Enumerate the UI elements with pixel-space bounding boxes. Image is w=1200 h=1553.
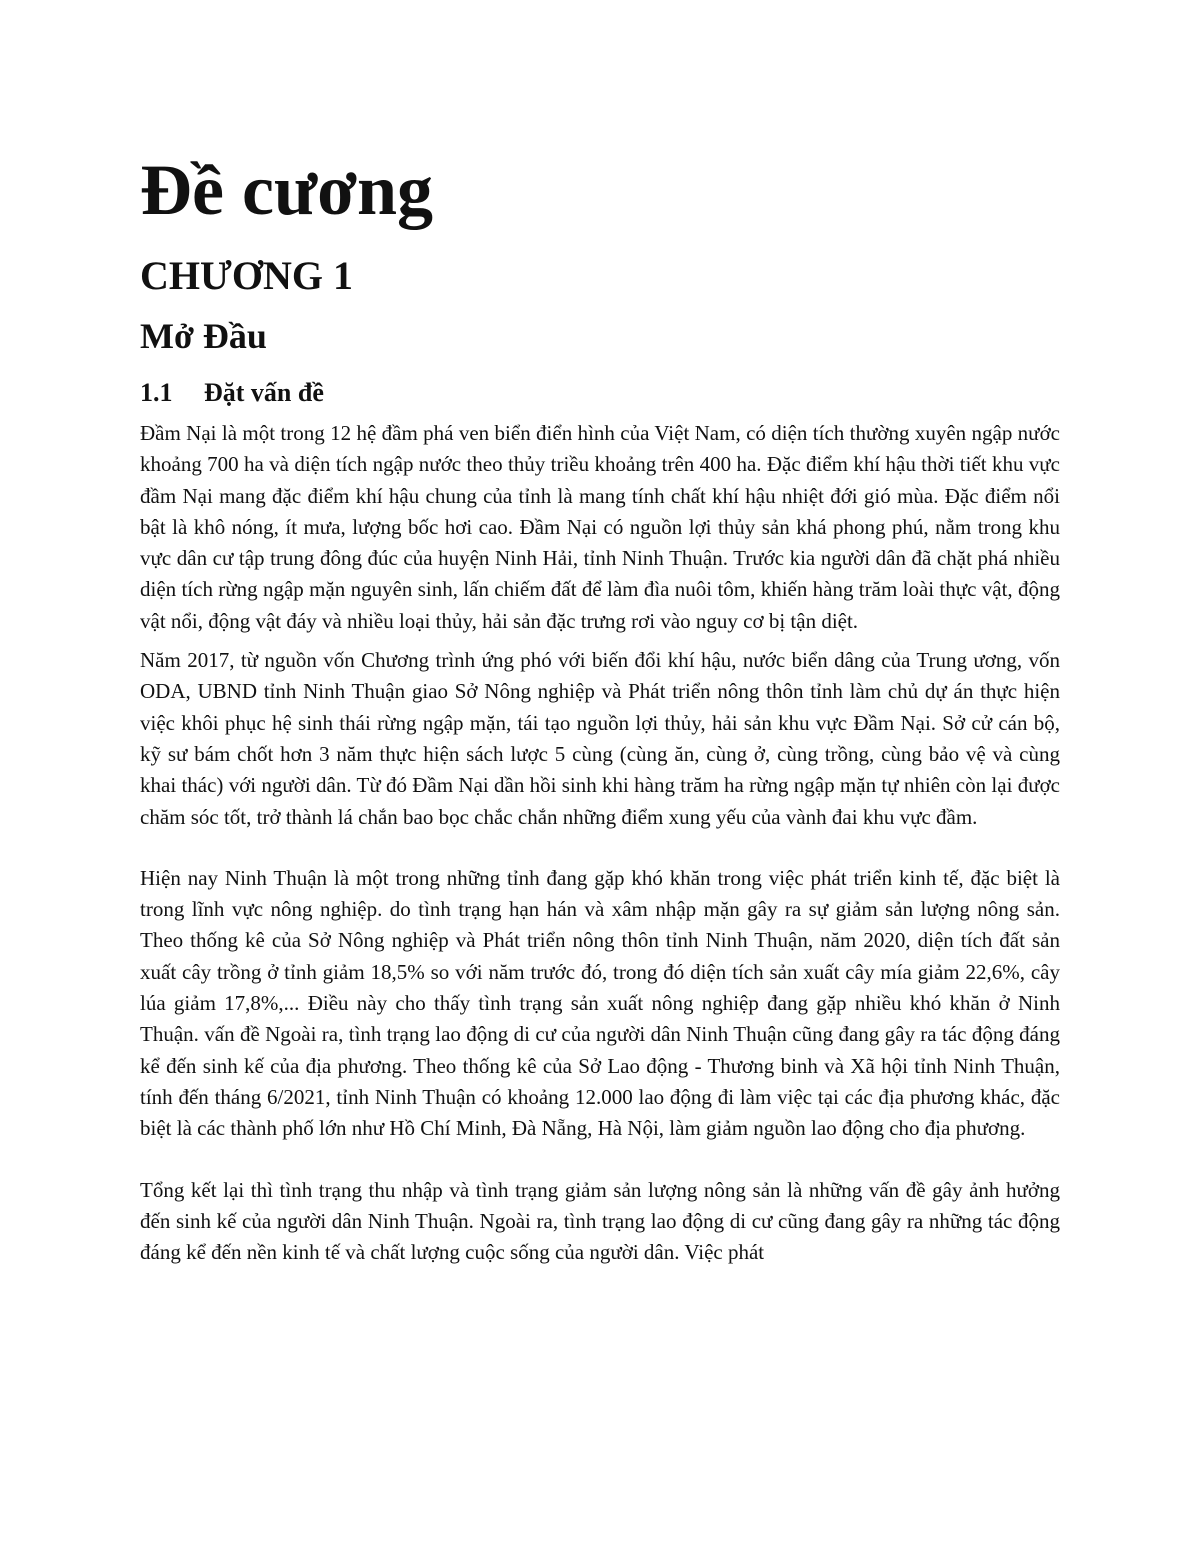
paragraph-4: Tổng kết lại thì tình trạng thu nhập và tình trạng giảm sản lượng nông sản là những vấn đề gây ảnh hưởng đến sinh kế của người dân Ninh Thuận. Ngoài ra, tình trạng lao động di cư cũng đang gây ra những tác động đáng kể đến nền kinh tế và chất lượng cuộc sống của người dân. Việc phát <box>140 1177 1060 1265</box>
chapter-title: CHƯƠNG 1 <box>140 253 353 298</box>
document-content <box>140 150 1060 1268</box>
section-title: Đặt vấn đề <box>204 378 324 407</box>
paragraph-3: Hiện nay Ninh Thuận là một trong những tỉnh đang gặp khó khăn trong việc phát triển kinh tế, đặc biệt là trong lĩnh vực nông nghiệp. do tình trạng hạn hán và xâm nhập mặn gây ra sự giảm sản lượng nông sản. Theo thống kê của Sở Nông nghiệp và Phát triển nông thôn tỉnh Ninh Thuận, năm 2020, diện tích đất sản xuất cây trồng ở tỉnh giảm 18,5% so với năm trước đó, trong đó diện tích sản xuất cây mía giảm 22,6%, cây lúa giảm 17,8%,... Điều này cho thấy tình trạng sản xuất nông nghiệp đang gặp nhiều khó khăn ở Ninh Thuận. vấn đề Ngoài ra, tình trạng lao động di cư của người dân Ninh Thuận cũng đang gây ra tác động đáng kể đến sinh kế của địa phương. Theo thống kê của Sở Lao động - Thương binh và Xã hội tỉnh Ninh Thuận, tính đến tháng 6/2021, tỉnh Ninh Thuận có khoảng 12.000 lao động đi làm việc tại các địa phương khác, đặc biệt là các thành phố lớn như Hồ Chí Minh, Đà Nẵng, Hà Nội, làm giảm nguồn lao động cho địa phương. <box>140 865 1060 1141</box>
chapter-subtitle: Mở Đầu <box>140 316 267 356</box>
section-heading <box>140 376 1060 410</box>
paragraph-spacer <box>140 637 1060 645</box>
paragraph-2: Năm 2017, từ nguồn vốn Chương trình ứng phó với biến đổi khí hậu, nước biển dâng của Trung ương, vốn ODA, UBND tỉnh Ninh Thuận giao Sở Nông nghiệp và Phát triển nông thôn tỉnh làm chủ dự án thực hiện việc khôi phục hệ sinh thái rừng ngập mặn, tái tạo nguồn lợi thủy, hải sản khu vực Đầm Nại. Sở cử cán bộ, kỹ sư bám chốt hơn 3 năm thực hiện sách lược 5 cùng (cùng ăn, cùng ở, cùng trồng, cùng bảo vệ và cùng khai thác) với người dân. Từ đó Đầm Nại dần hồi sinh khi hàng trăm ha rừng ngập mặn tự nhiên còn lại được chăm sóc tốt, trở thành lá chắn bao bọc chắc chắn những điểm xung yếu của vành đai khu vực đầm. <box>140 648 1060 829</box>
section-number: 1.1 <box>140 378 173 407</box>
paragraph-spacer <box>140 1145 1060 1175</box>
document-title: Đề cương <box>140 150 434 230</box>
paragraph-1: Đầm Nại là một trong 12 hệ đầm phá ven biển điển hình của Việt Nam, có diện tích thường xuyên ngập nước khoảng 700 ha và diện tích ngập nước theo thủy triều khoảng trên 400 ha. Đặc điểm khí hậu thời tiết khu vực đầm Nại mang đặc điểm khí hậu chung của tỉnh là mang tính chất khí hậu nhiệt đới gió mùa. Đặc điểm nổi bật là khô nóng, ít mưa, lượng bốc hơi cao. Đầm Nại có nguồn lợi thủy sản khá phong phú, nằm trong khu vực dân cư tập trung đông đúc của huyện Ninh Hải, tỉnh Ninh Thuận. Trước kia người dân đã chặt phá nhiều diện tích rừng ngập mặn nguyên sinh, lấn chiếm đất để làm đìa nuôi tôm, khiến hàng trăm loài thực vật, động vật nổi, động vật đáy và nhiều loại thủy, hải sản đặc trưng rơi vào nguy cơ bị tận diệt. <box>140 421 1060 633</box>
paragraph-spacer <box>140 833 1060 863</box>
